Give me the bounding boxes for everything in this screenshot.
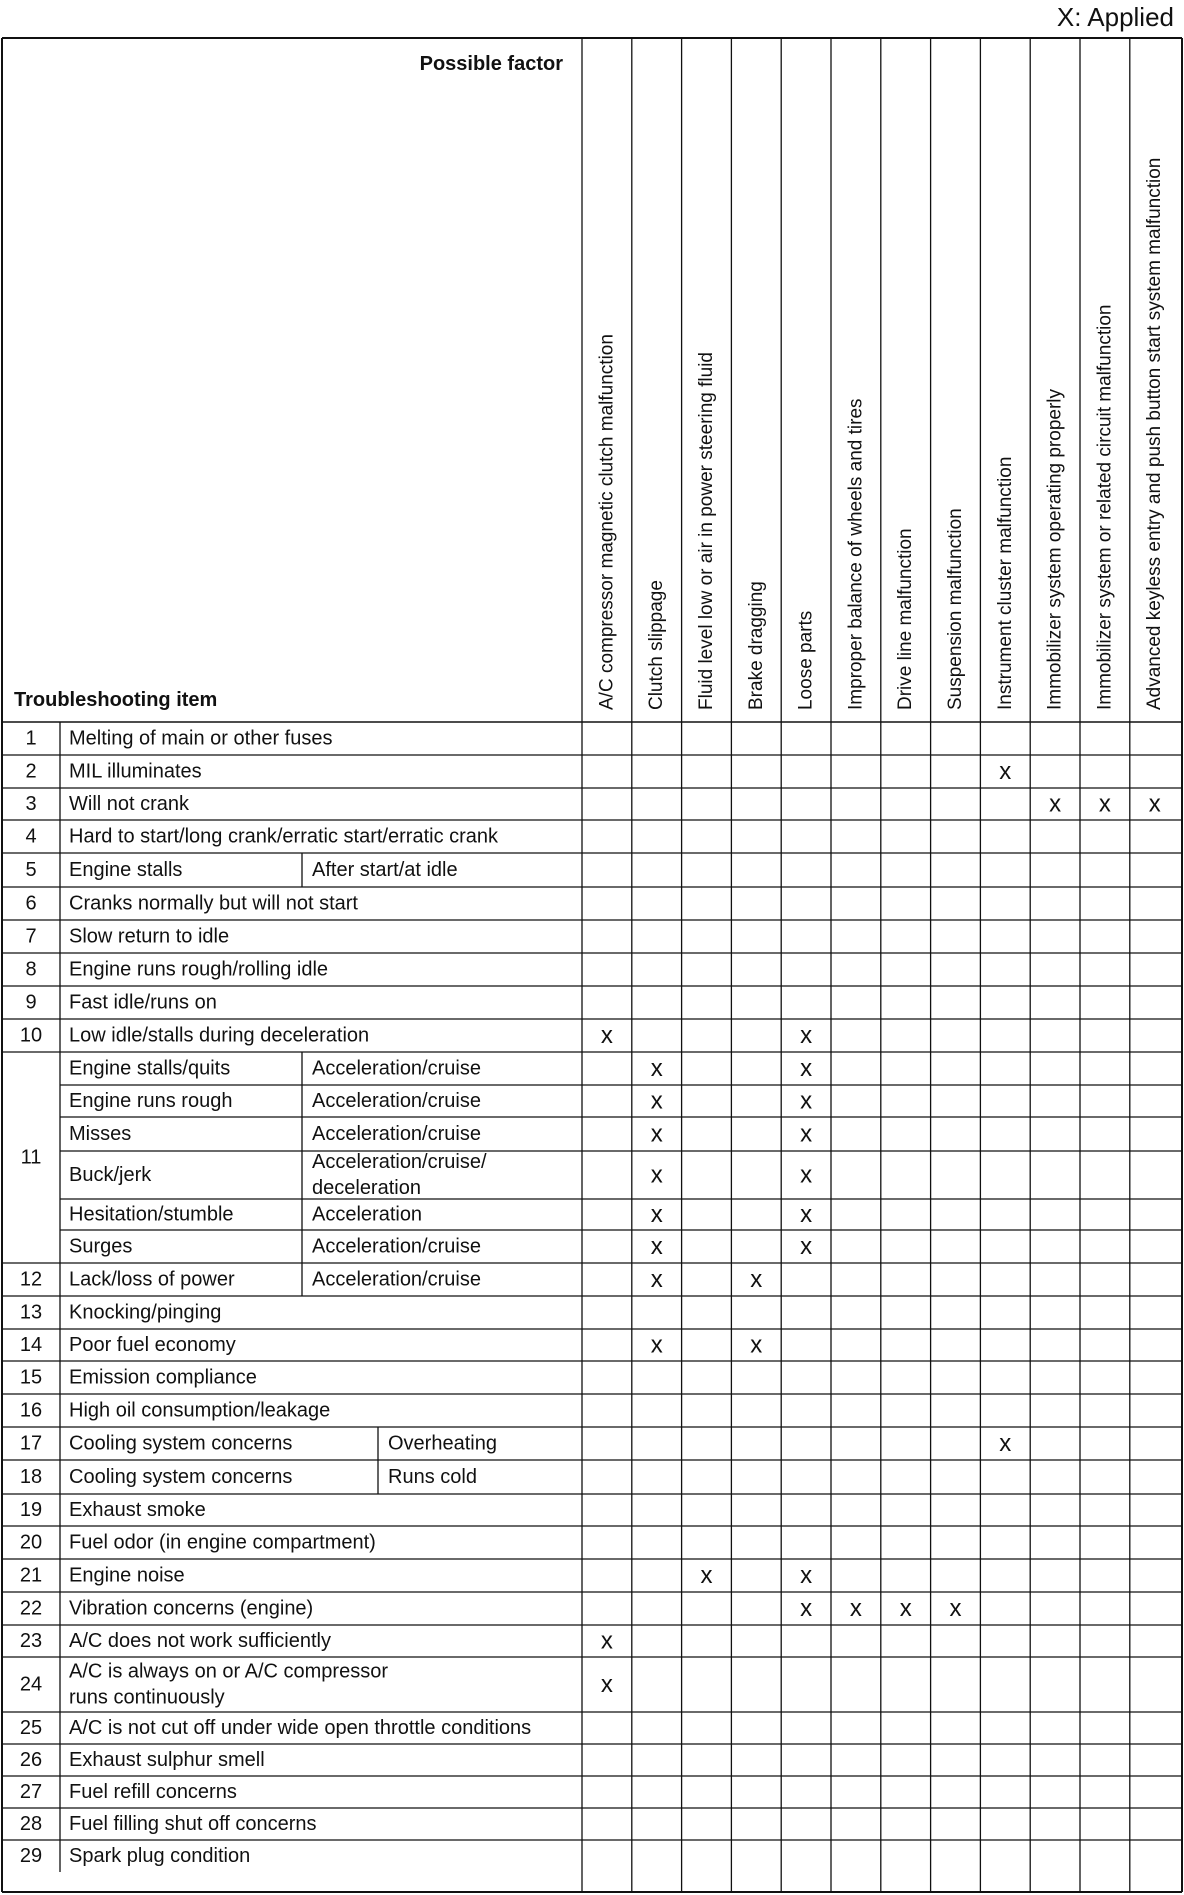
- applied-mark: x: [849, 1595, 862, 1622]
- factor-header: Clutch slippage: [646, 580, 668, 710]
- applied-mark: x: [800, 1161, 813, 1189]
- factor-header: Drive line malfunction: [895, 528, 917, 710]
- condition-cell: Acceleration/cruise: [312, 1268, 481, 1291]
- troubleshooting-item: Hard to start/long crank/erratic start/erratic crank: [69, 825, 499, 848]
- troubleshooting-item: Spark plug condition: [69, 1845, 251, 1867]
- troubleshooting-item: Poor fuel economy: [69, 1334, 236, 1356]
- row-number: 4: [25, 825, 37, 848]
- row-number: 11: [20, 1146, 42, 1169]
- row-number: 12: [19, 1268, 43, 1291]
- applied-mark: x: [650, 1055, 663, 1082]
- applied-mark: x: [650, 1087, 663, 1115]
- condition-cell: Acceleration/cruise/ deceleration: [312, 1151, 487, 1199]
- factor-header: Immobilizer system or related circuit malfunction: [1094, 304, 1116, 710]
- applied-mark: x: [600, 1022, 613, 1049]
- applied-mark: x: [1049, 790, 1062, 818]
- troubleshooting-item: Cranks normally but will not start: [69, 892, 358, 915]
- row-number: 26: [19, 1749, 43, 1771]
- troubleshooting-item: Melting of main or other fuses: [69, 727, 333, 750]
- row-number: 1: [25, 727, 37, 750]
- troubleshooting-item: Knocking/pinging: [69, 1301, 222, 1324]
- factor-header: Loose parts: [795, 610, 817, 710]
- troubleshooting-item: High oil consumption/leakage: [69, 1399, 331, 1422]
- applied-mark: x: [999, 758, 1012, 785]
- troubleshooting-item: Cooling system concerns: [69, 1432, 293, 1455]
- troubleshooting-item: Cooling system concerns: [69, 1466, 293, 1488]
- row-number: 9: [25, 991, 37, 1014]
- troubleshooting-item: Engine runs rough: [69, 1090, 233, 1112]
- applied-mark: x: [800, 1233, 813, 1260]
- troubleshooting-item: Engine noise: [69, 1564, 185, 1587]
- row-number: 18: [19, 1466, 43, 1488]
- applied-mark: x: [999, 1430, 1012, 1457]
- troubleshooting-item: A/C does not work sufficiently: [69, 1630, 331, 1652]
- row-number: 27: [19, 1781, 43, 1803]
- condition-cell: Acceleration: [312, 1203, 423, 1226]
- condition-cell: Acceleration/cruise: [312, 1235, 481, 1258]
- troubleshooting-item: Hesitation/stumble: [69, 1203, 234, 1226]
- condition-cell: Overheating: [388, 1432, 497, 1455]
- applied-mark: x: [750, 1266, 763, 1293]
- condition-cell: Acceleration/cruise: [312, 1090, 481, 1112]
- applied-mark: x: [800, 1595, 813, 1622]
- row-number: 19: [19, 1499, 43, 1521]
- applied-mark: x: [650, 1331, 663, 1359]
- row-number: 15: [19, 1366, 43, 1389]
- applied-mark: x: [650, 1233, 663, 1260]
- applied-mark: x: [800, 1201, 813, 1228]
- applied-mark: x: [949, 1595, 962, 1622]
- possible-factor-header: Possible factor: [419, 53, 563, 75]
- troubleshooting-item: A/C is always on or A/C compressor runs continuously: [69, 1660, 388, 1709]
- factor-header: Suspension malfunction: [945, 508, 966, 710]
- troubleshooting-item: Surges: [69, 1235, 133, 1258]
- condition-cell: After start/at idle: [312, 859, 458, 881]
- condition-cell: Acceleration/cruise: [312, 1057, 481, 1080]
- applied-legend: X: Applied: [1056, 2, 1174, 32]
- row-number: 16: [19, 1399, 43, 1422]
- factor-header: Advanced keyless entry and push button start system malfunction: [1144, 157, 1166, 710]
- row-number: 13: [19, 1301, 43, 1324]
- row-number: 29: [19, 1845, 43, 1867]
- row-number: 22: [19, 1597, 43, 1620]
- troubleshooting-item: Lack/loss of power: [69, 1268, 235, 1291]
- applied-mark: x: [750, 1331, 763, 1359]
- troubleshooting-item: A/C is not cut off under wide open throttle conditions: [69, 1717, 532, 1739]
- troubleshooting-item: MIL illuminates: [69, 760, 202, 783]
- troubleshooting-item: Misses: [69, 1123, 132, 1145]
- row-number: 2: [25, 760, 37, 783]
- troubleshooting-item: Fast idle/runs on: [69, 991, 217, 1014]
- row-number: 24: [19, 1673, 43, 1696]
- troubleshooting-item: Fuel filling shut off concerns: [69, 1813, 317, 1835]
- troubleshooting-item: Exhaust smoke: [69, 1499, 206, 1521]
- applied-mark: x: [650, 1266, 663, 1293]
- applied-mark: x: [800, 1562, 813, 1589]
- factor-header: Instrument cluster malfunction: [994, 456, 1016, 710]
- applied-mark: x: [650, 1201, 663, 1228]
- applied-mark: x: [1148, 790, 1161, 818]
- factor-header: Brake dragging: [745, 581, 767, 710]
- applied-mark: x: [650, 1161, 663, 1189]
- factor-header: A/C compressor magnetic clutch malfunction: [596, 334, 618, 710]
- troubleshooting-item: Low idle/stalls during deceleration: [69, 1024, 370, 1047]
- row-number: 3: [25, 793, 37, 815]
- row-number: 21: [19, 1564, 43, 1587]
- troubleshooting-item: Engine stalls: [69, 859, 183, 881]
- row-number: 20: [19, 1531, 43, 1554]
- applied-mark: x: [1098, 790, 1111, 818]
- troubleshooting-item: Engine stalls/quits: [69, 1057, 231, 1080]
- applied-mark: x: [899, 1595, 912, 1622]
- troubleshooting-item: Buck/jerk: [69, 1164, 152, 1186]
- row-number: 14: [19, 1334, 43, 1356]
- factor-header: Improper balance of wheels and tires: [845, 398, 867, 710]
- troubleshooting-item: Engine runs rough/rolling idle: [69, 958, 329, 981]
- troubleshooting-item: Vibration concerns (engine): [69, 1597, 314, 1620]
- applied-mark: x: [800, 1087, 813, 1115]
- applied-mark: x: [600, 1671, 613, 1698]
- applied-mark: x: [600, 1627, 613, 1655]
- applied-mark: x: [800, 1120, 813, 1148]
- condition-cell: Acceleration/cruise: [312, 1123, 481, 1145]
- factor-header: Immobilizer system operating properly: [1044, 388, 1066, 710]
- condition-cell: Runs cold: [388, 1466, 477, 1488]
- troubleshooting-item: Fuel refill concerns: [69, 1781, 237, 1803]
- applied-mark: x: [800, 1022, 813, 1049]
- row-number: 23: [19, 1630, 43, 1652]
- row-number: 5: [25, 859, 37, 881]
- row-number: 10: [19, 1024, 43, 1047]
- troubleshooting-item: Emission compliance: [69, 1366, 257, 1389]
- troubleshooting-item: Fuel odor (in engine compartment): [69, 1531, 376, 1554]
- applied-mark: x: [800, 1055, 813, 1082]
- factor-header: Fluid level low or air in power steering fluid: [696, 352, 717, 710]
- troubleshooting-item: Slow return to idle: [69, 925, 230, 948]
- row-number: 17: [19, 1432, 43, 1455]
- row-number: 7: [25, 925, 37, 948]
- row-number: 28: [19, 1813, 43, 1835]
- row-number: 8: [25, 958, 37, 981]
- row-number: 6: [25, 892, 37, 915]
- troubleshooting-item: Exhaust sulphur smell: [69, 1749, 265, 1771]
- row-number: 25: [19, 1717, 43, 1739]
- applied-mark: x: [650, 1120, 663, 1148]
- troubleshooting-item-header: Troubleshooting item: [14, 689, 218, 711]
- troubleshooting-item: Will not crank: [69, 793, 190, 815]
- applied-mark: x: [700, 1562, 713, 1589]
